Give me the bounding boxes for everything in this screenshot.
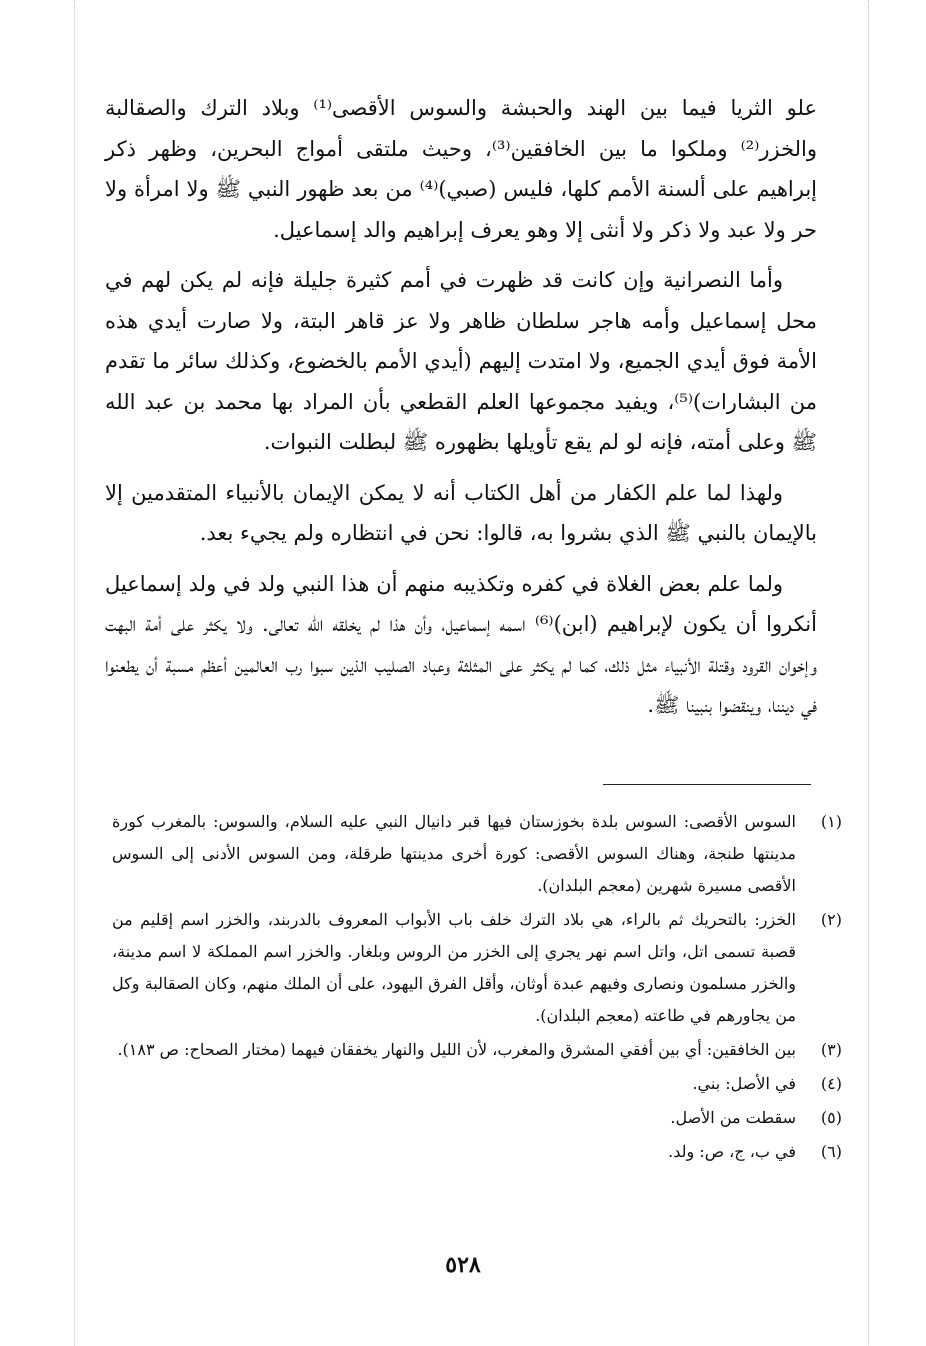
footnote-text: الخزر: بالتحريك ثم بالراء، هي بلاد الترك خلف باب الأبواب المعروف بالدربند، والخزر اسم إقليم من قصبة تسمى اتل، واتل اسم نهر يجري إلى الخزر من الروس وبلغار. والخزر اسم المملكة لا اسم مدينة، والخزر مسلمون ونصارى وفيهم عبدة أوثان، وأقل الفرق اليهود، على أن الملك منهم، وكان الصقالبة وكل من يجاورهم في طاعته (معجم البلدان).	[112, 910, 796, 1025]
footnote-number: (٦)	[820, 1142, 842, 1161]
footnote-text: في الأصل: بني.	[692, 1074, 796, 1093]
footnote-text: السوس الأقصى: السوس بلدة بخوزستان فيها قبر دانيال النبي عليه السلام، والسوس: بالمغرب كورة مدينتها طنجة، وهناك السوس الأقصى: كورة أخرى مدينتها طرقلة، ومن السوس الأدنى إلى السوس الأقصى مسيرة شهرين (معجم البلدان).	[112, 812, 796, 895]
paragraph: ولما علم بعض الغلاة في كفره وتكذيبه منهم أن هذا النبي ولد في ولد إسماعيل أنكروا أن يكون لإبراهيم (ابن)⁽⁶⁾ اسمه إسماعيل، وأن هذا لم يخلقه الله تعالى. ولا يكثر على أمة البهت وإخوان القرود وقتلة الأنبياء مثل ذلك، كما لم يكثر على المثلثة وعباد الصليب الذين سبوا رب العالمين أعظم مسبة أن يطعنوا في ديننا، وينقضوا بنبينا ﷺ.	[105, 571, 817, 717]
footnote-text: سقطت من الأصل.	[670, 1108, 796, 1127]
footnote-text: في ب، ج، ص: ولد.	[668, 1142, 796, 1161]
footnote	[112, 1136, 842, 1168]
paragraph: ولهذا لما علم الكفار من أهل الكتاب أنه لا يمكن الإيمان بالأنبياء المتقدمين إلا بالإيمان بالنبي ﷺ الذي بشروا به، قالوا: نحن في انتظاره ولم يجيء بعد.	[105, 480, 817, 545]
footnote-number: (٣)	[820, 1040, 842, 1059]
footnote-number: (٥)	[820, 1108, 842, 1127]
footnote	[112, 904, 842, 1032]
footnotes	[112, 806, 842, 1170]
footnote-number: (٢)	[820, 910, 842, 929]
footnote	[112, 806, 842, 902]
footnote-number: (٤)	[820, 1074, 842, 1093]
footnote	[112, 1068, 842, 1100]
scan-artifact-line	[74, 0, 75, 1346]
paragraph: وأما النصرانية وإن كانت قد ظهرت في أمم كثيرة جليلة فإنه لم يكن لهم في محل إسماعيل وأمه هاجر سلطان ظاهر ولا عز قاهر البتة، ولا صارت أيدي هذه الأمة فوق أيدي الجميع، ولا امتدت إليهم (أيدي الأمم بالخضوع، وكذلك سائر ما تقدم من البشارات)⁽⁵⁾، ويفيد مجموعها العلم القطعي بأن المراد بها محمد بن عبد الله ﷺ وعلى أمته، فإنه لو لم يقع تأويلها بظهوره ﷺ لبطلت النبوات.	[105, 268, 817, 454]
footnote	[112, 1034, 842, 1066]
scan-artifact-line	[868, 0, 869, 1346]
paragraph: علو الثريا فيما بين الهند والحبشة والسوس الأقصى⁽¹⁾ وبلاد الترك والصقالبة والخزر⁽²⁾ وملكوا ما بين الخافقين⁽³⁾، وحيث ملتقى أمواج البحرين، وظهر ذكر إبراهيم على ألسنة الأمم كلها، فليس (صبي)⁽⁴⁾ من بعد ظهور النبي ﷺ ولا امرأة ولا حر ولا عبد ولا ذكر ولا أنثى إلا وهو يعرف إبراهيم والد إسماعيل.	[105, 96, 818, 242]
main-text	[105, 88, 817, 736]
footnote-separator	[603, 784, 811, 785]
footnote-number: (١)	[820, 812, 842, 831]
footnote	[112, 1102, 842, 1134]
page-number: ٥٢٨	[445, 1252, 481, 1278]
footnote-text: بين الخافقين: أي بين أفقي المشرق والمغرب، لأن الليل والنهار يخفقان فيهما (مختار الصحاح: ص ١٨٣).	[117, 1040, 796, 1059]
